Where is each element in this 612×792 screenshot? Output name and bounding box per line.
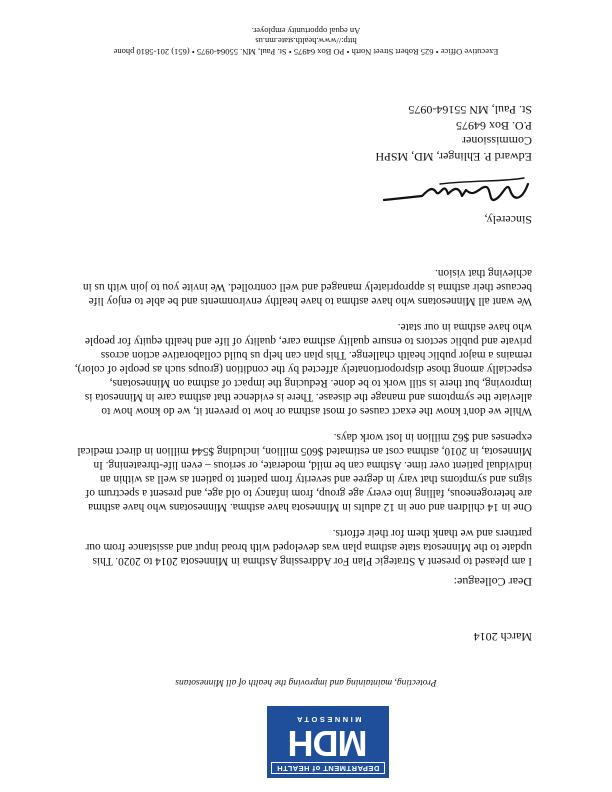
letterhead-footer [0,26,612,58]
letter-date: March 2014 [473,630,532,644]
closing: Sincerely, [484,213,532,227]
footer-address: Executive Office • 625 Robert Street North • PO Box 64975 • St. Paul, MN. 55064-0975 • (651) 201-5810 phone [113,47,499,57]
signer-address-line: St. Paul, MN 55164-0975 [408,103,532,118]
signer-title: Commissioner [461,134,532,149]
footer-website: http://www.health.state.mn.us [255,36,357,47]
body-paragraph: One in 14 children and one in 12 adults in Minnesota have asthma. Minnesotans who have asthma are heterogeneous, falling into every age group, from infancy to old age, and present a spectrum of signs and symptoms that vary in degree and severity from patient to patient as well as within an individual patient over time. Asthma can be mild, moderate, or serious – even life-threatening. In Minnesota, in 2010, asthma cost an estimated $605 million, including $544 million in direct medical expenses and $62 million in lost work days. [77,431,532,513]
salutation: Dear Colleague: [453,575,532,589]
body-paragraph: While we don't know the exact causes of most asthma or how to prevent it, we do know how to alleviate the symptoms and manage the disease. There is evidence that asthma care in Minnesota is improving, but there is still work to be done. Reducing the impact of asthma on Minnesotans, especially among those disproportionately affected by the condition (groups such as people of color), remains a major public health challenge. This plan can help us build collaborative action across private and public sectors to ensure quality asthma care, quality of life and health equity for people who have asthma in our state. [74,321,532,417]
signer-name: Edward P. Ehlinger, MD, MSPH [375,150,532,164]
logo-mdh-text: MDH [288,723,368,764]
signer-block [375,102,532,164]
signer-address-line: P.O. Box 64975 [455,119,532,133]
handwritten-signature [382,170,532,210]
body-paragraph: We want all Minnesotans who have asthma to have healthy environments and be able to enjoy life because their asthma is appropriately managed and well controlled. We invite you to join with us in achieving that vision. [82,267,532,307]
mdh-logo [267,706,389,778]
tagline: Protecting, maintaining and improving the health of all Minnesotans [175,677,437,687]
logo-department-text: DEPARTMENT of HEALTH [271,762,385,774]
body-paragraph: I am pleased to present A Strategic Plan For Addressing Asthma in Minnesota 2014 to 2020. This update to the Minnesota state asthma plan was developed with broad input and assistance from our partners and we thank them for their efforts. [85,527,532,567]
footer-eoe: An equal opportunity employer. [251,26,361,36]
logo-state-text: MINNESOTA [294,715,362,724]
letter-body [72,254,532,568]
